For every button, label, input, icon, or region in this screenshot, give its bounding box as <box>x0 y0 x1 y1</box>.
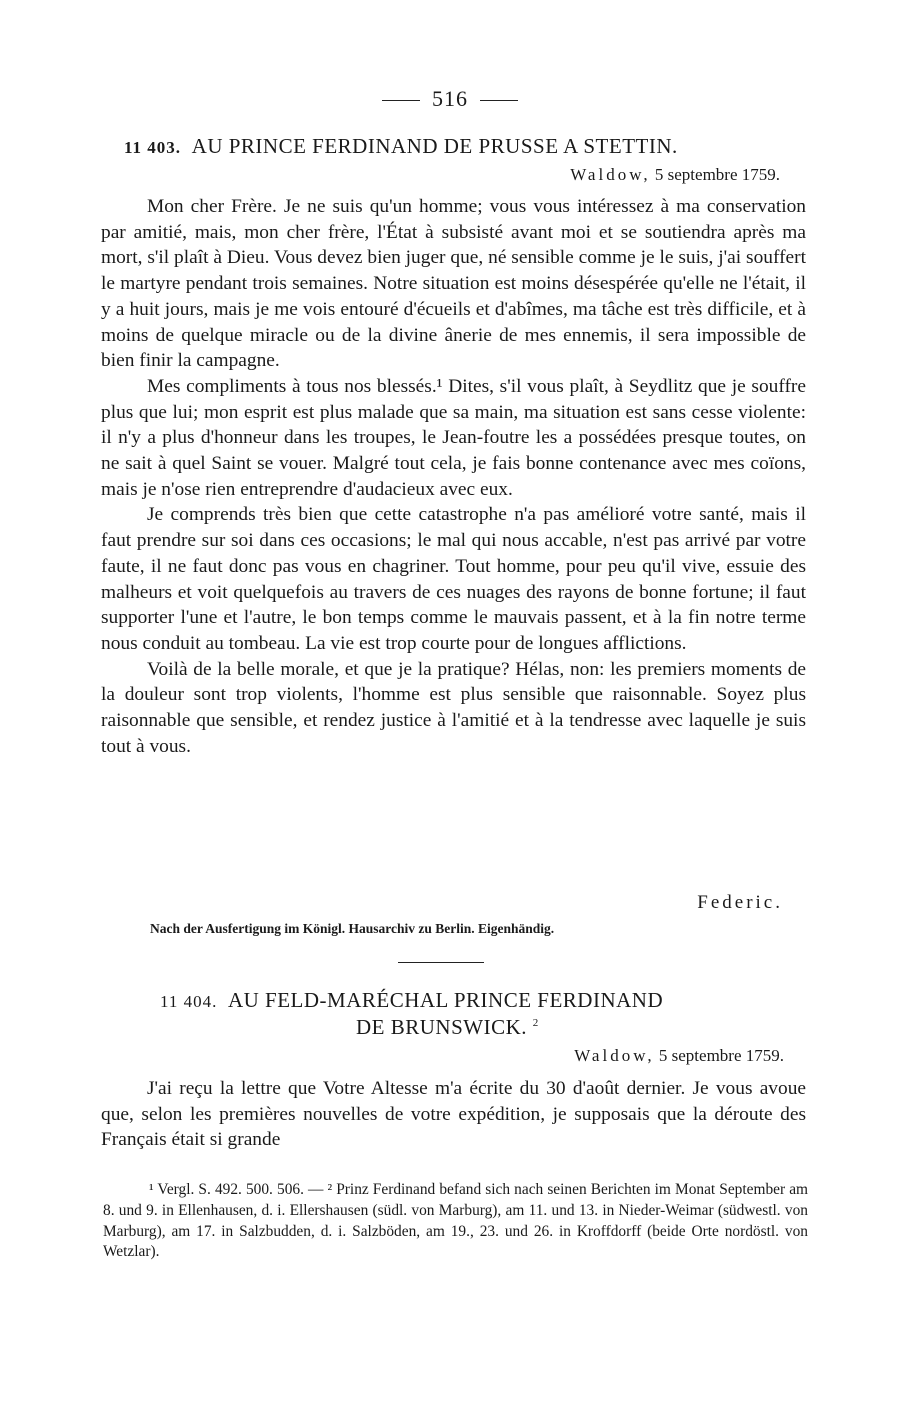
page-number: 516 <box>432 86 468 111</box>
letter2-heading-line1 <box>160 988 663 1013</box>
letter2-dateline <box>574 1046 784 1066</box>
letter1-paragraph: Mes compliments à tous nos blessés.¹ Dites, s'il vous plaît, à Seydlitz que je souffre plus que lui; mon esprit est plus malade que sa main, ma situation est sans cesse violente: il n'y a plus d'honneur dans les troupes, le Jean-foutre les a possédées presque toutes, on ne sait à quel Saint se vouer. Malgré tout cela, je fais bonne contenance avec mes coïons, mais je n'ose rien entreprendre d'audacieux avec eux. <box>101 375 806 500</box>
letter2-title-line1: AU FELD-MARÉCHAL PRINCE FERDINAND <box>227 988 664 1012</box>
letter1-source-note: Nach der Ausfertigung im Königl. Hausarchiv zu Berlin. Eigenhändig. <box>150 921 555 936</box>
letter1-place: Waldow, <box>570 165 651 184</box>
footnote-text: ¹ Vergl. S. 492. 500. 506. — ² Prinz Ferdinand befand sich nach seinen Berichten im Monat September am 8. und 9. in Ellenhausen, d. i. Ellershausen (südl. von Marburg), am 11. und 13. in Nieder-Weimar (südwestl. von Marburg), am 17. in Salzbudden, d. i. Salzböden, am 19., 23. und 26. in Kroffdorff (beide Orte nordöstl. von Wetzlar). <box>103 1181 808 1261</box>
page-number-line <box>0 86 900 112</box>
letter1-signature: Federic. <box>697 892 783 913</box>
letter1-paragraph: Je comprends très bien que cette catastrophe n'a pas amélioré votre santé, mais il faut prendre sur soi dans ces occasions; le mal qui nous accable, n'est pas arrivé par votre faute, il ne faut donc pas vous en chagriner. Tout homme, pour peu qu'il vive, essuie des malheurs et voit quelquefois au travers de ces nuages des rayons de bonne fortune; il faut supporter l'une et l'autre, le bon temps comme le mauvais passent, et à la fin notre terme nous conduit au tombeau. La vie est trop courte pour de longues afflictions. <box>101 504 806 654</box>
letter1-paragraph: Mon cher Frère. Je ne suis qu'un homme; vous vous intéressez à ma conservation par amitié, mais, mon cher frère, l'État à subsisté avant moi et se soutiendra après ma mort, s'il plaît à Dieu. Vous devez bien juger que, né sensible comme je le suis, j'ai souffert le martyre pendant trois semaines. Notre situation est moins désespérée qu'elle ne l'était, il y a huit jours, mais je me vois entouré d'écueils et d'abîmes, ma tâche est très difficile, et à moins de quelque miracle ou de la divine ânerie de mes ennemis, il sera impossible de bien finir la campagne. <box>101 196 806 372</box>
letter2-heading-line2 <box>356 1015 539 1040</box>
letter1-heading <box>124 134 678 159</box>
letter2-body <box>101 1076 806 1153</box>
letter1-dateline <box>570 165 780 185</box>
letter2-date: 5 septembre 1759. <box>658 1046 784 1065</box>
letter2-place: Waldow, <box>574 1046 655 1065</box>
letter1-title: AU PRINCE FERDINAND DE PRUSSE A STETTIN. <box>191 134 678 158</box>
footnotes <box>103 1180 808 1263</box>
letter2-number: 11 404. <box>160 992 218 1011</box>
letter2-paragraph: J'ai reçu la lettre que Votre Altesse m'a écrite du 30 d'août dernier. Je vous avoue que, selon les premières nouvelles de votre expédition, je supposais que la déroute des Français était si grande <box>101 1078 806 1151</box>
footnote-marker: 2 <box>532 1017 539 1029</box>
letter1-date: 5 septembre 1759. <box>654 165 780 184</box>
letter2-title-line2: DE BRUNSWICK. <box>356 1015 528 1039</box>
letter1-paragraph: Voilà de la belle morale, et que je la pratique? Hélas, non: les premiers moments de la douleur sont trop violents, l'homme est plus sensible que raisonnable. Soyez plus raisonnable que sensible, et rendez justice à l'amitié et à la tendresse avec laquelle je suis tout à vous. <box>101 658 806 757</box>
letter1-body <box>101 194 806 759</box>
section-divider <box>398 962 484 963</box>
letter1-number: 11 403. <box>124 138 182 157</box>
rule-right <box>480 100 518 101</box>
rule-left <box>382 100 420 101</box>
